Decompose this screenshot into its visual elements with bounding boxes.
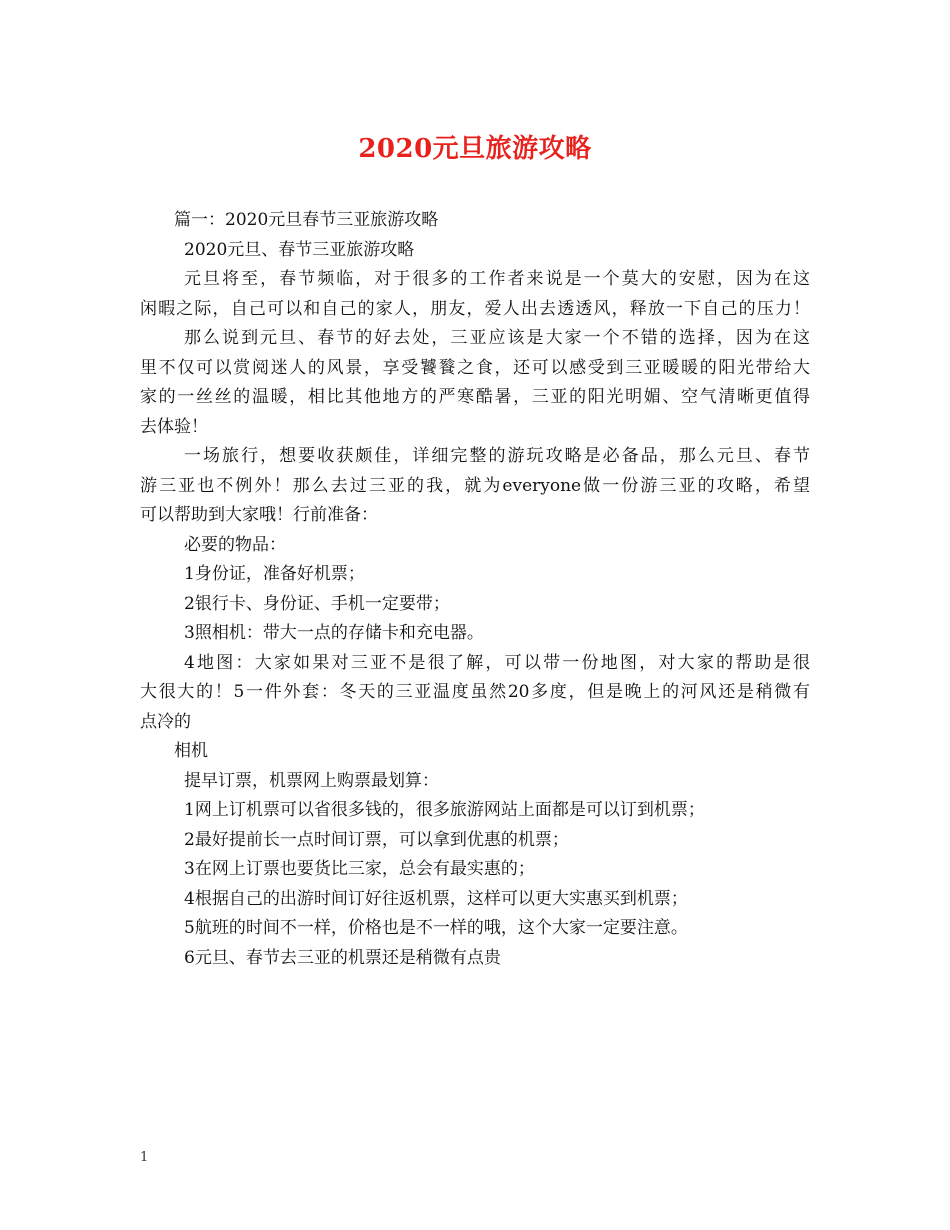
text-line: 那么说到元旦、春节的好去处，三亚应该是大家一个不错的选择，因为在这: [184, 328, 810, 348]
text-line: 相机: [174, 741, 208, 761]
text-line: 可以帮助到大家哦！行前准备：: [140, 505, 378, 525]
text-line: 2最好提前长一点时间订票，可以拿到优惠的机票；: [184, 829, 569, 850]
text-line: 4根据自己的出游时间订好往返机票，这样可以更大实惠买到机票；: [184, 888, 688, 909]
text-line: 4地图：大家如果对三亚不是很了解，可以带一份地图，对大家的帮助是很: [184, 652, 810, 673]
text-line: 元旦将至，春节频临，对于很多的工作者来说是一个莫大的安慰，因为在这: [184, 269, 810, 289]
text-line: 闲暇之际，自己可以和自己的家人，朋友，爱人出去透透风，释放一下自己的压力！: [140, 298, 810, 319]
document-title: 2020元旦旅游攻略: [358, 134, 592, 164]
text-line: 大很大的！5一件外套：冬天的三亚温度虽然20多度，但是晚上的河风还是稍微有: [140, 682, 810, 702]
text-line: 5航班的时间不一样，价格也是不一样的哦，这个大家一定要注意。: [184, 918, 688, 938]
text-line: 家的一丝丝的温暖，相比其他地方的严寒酷暑，三亚的阳光明媚、空气清晰更值得: [140, 387, 810, 407]
text-line: 2020元旦、春节三亚旅游攻略: [184, 239, 415, 260]
text-line: 游三亚也不例外！那么去过三亚的我，就为everyone做一份游三亚的攻略，希望: [140, 475, 810, 496]
text-line: 3在网上订票也要货比三家，总会有最实惠的；: [184, 859, 535, 879]
document-body: [140, 206, 820, 973]
text-line: 必要的物品：: [184, 534, 286, 555]
text-line: 6元旦、春节去三亚的机票还是稍微有点贵: [184, 947, 501, 968]
text-line: 去体验！: [140, 416, 208, 437]
text-line: 一场旅行，想要收获颇佳，详细完整的游玩攻略是必备品，那么元旦、春节: [184, 446, 810, 466]
text-line: 3照相机：带大一点的存储卡和充电器。: [184, 623, 484, 643]
page-number: 1: [140, 1150, 149, 1165]
text-line: 点冷的: [140, 711, 191, 732]
text-line: 1身份证，准备好机票；: [184, 564, 365, 584]
text-line: 里不仅可以赏阅迷人的风景，享受饕餮之食，还可以感受到三亚暖暖的阳光带给大: [140, 357, 810, 378]
text-line: 1网上订机票可以省很多钱的，很多旅游网站上面都是可以订到机票；: [184, 800, 705, 820]
text-line: 提早订票，机票网上购票最划算：: [184, 770, 439, 791]
text-line: 2银行卡、身份证、手机一定要带；: [184, 593, 450, 614]
text-line: 篇一：2020元旦春节三亚旅游攻略: [174, 210, 439, 230]
